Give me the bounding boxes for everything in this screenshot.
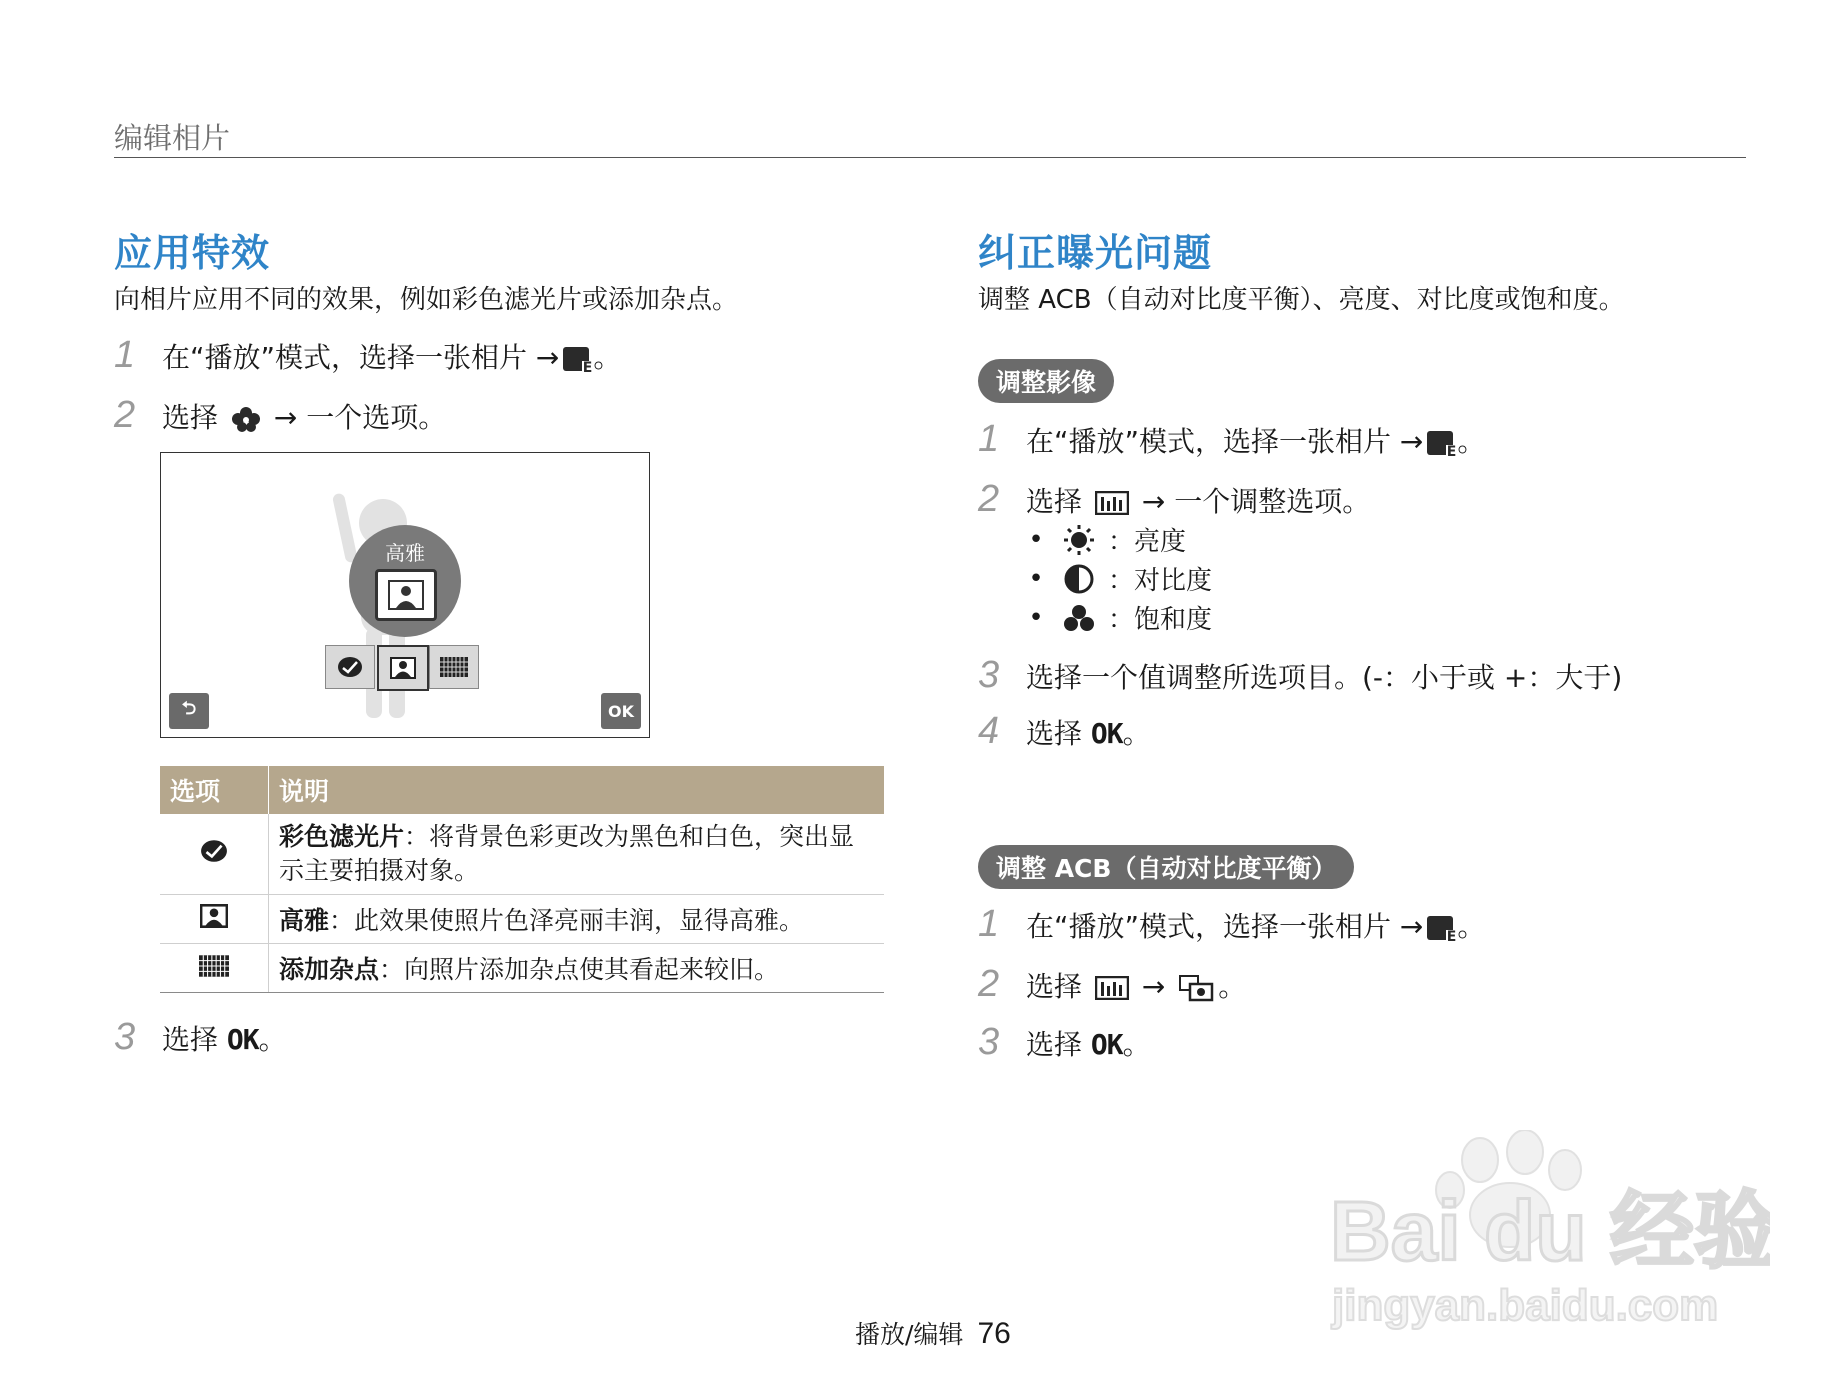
saturation-icon: [1062, 602, 1096, 634]
noise-grid-icon: [440, 657, 468, 677]
page-footer: [855, 1315, 1011, 1351]
baidu-watermark: [1320, 1130, 1770, 1330]
options-table: [160, 766, 884, 993]
step-end: 。: [258, 1022, 287, 1056]
subsection-pill-acb: 调整 ACB（自动对比度平衡）: [978, 845, 1354, 889]
list-item-text: ：对比度: [1108, 566, 1213, 596]
step-number: 1: [978, 903, 1000, 945]
effects-step-2: [114, 394, 446, 437]
color-filter-icon: [200, 839, 228, 863]
step-number: 3: [978, 1021, 1000, 1063]
classic-portrait-icon: [375, 569, 437, 621]
table-row: [160, 944, 884, 993]
header-rule: [114, 157, 1746, 158]
option-term: 彩色滤光片: [279, 822, 405, 851]
dial-label: 高雅: [385, 541, 425, 565]
table-row: [160, 895, 884, 944]
list-item: • ：对比度: [1022, 559, 1212, 598]
step-end: 。: [1218, 969, 1247, 1003]
exposure-intro: 调整 ACB（自动对比度平衡）、亮度、对比度或饱和度。: [978, 285, 1625, 315]
step-text: 在“播放”模式，选择一张相片 →: [162, 340, 560, 374]
effects-step-1: [114, 334, 621, 377]
step-number: 1: [114, 334, 136, 376]
list-item: • ：亮度: [1022, 520, 1212, 559]
ok-button[interactable]: OK: [601, 693, 641, 729]
option-desc: ：将背景色彩更改为黑色和白色，突出显示主要拍摄对象。: [279, 822, 855, 885]
step-text: 选择: [162, 400, 219, 434]
step-end: 。: [1457, 424, 1486, 458]
footer-section: 播放/编辑: [855, 1320, 964, 1349]
adjust-step-4: [978, 710, 1151, 753]
step-text: 在“播放”模式，选择一张相片 →: [1026, 424, 1424, 458]
step-end: 。: [1457, 909, 1486, 943]
effect-selector-dial[interactable]: [349, 525, 461, 637]
edit-icon: [1427, 431, 1453, 455]
list-item: • ：饱和度: [1022, 598, 1212, 637]
step-number: 3: [114, 1016, 136, 1058]
edit-icon: [563, 347, 589, 371]
effects-step-3: [114, 1016, 287, 1059]
running-header: 编辑相片: [114, 121, 231, 155]
color-filter-icon: [337, 656, 363, 678]
step-number: 3: [978, 654, 1000, 696]
adjust-step-3: [978, 654, 1622, 697]
acb-icon: [1178, 974, 1214, 1002]
step-end: 。: [593, 340, 622, 374]
step-text: 选择: [162, 1022, 219, 1056]
thumb-classic[interactable]: [377, 645, 429, 691]
step-text: 选择: [1026, 484, 1083, 518]
step-number: 2: [978, 963, 1000, 1005]
watermark-brand: Bai du 经验: [1330, 1184, 1770, 1278]
noise-grid-icon: [199, 955, 229, 977]
table-header-description: 说明: [269, 766, 885, 814]
acb-step-3: [978, 1021, 1151, 1064]
section-title-effects: 应用特效: [114, 231, 271, 275]
table-header-option: 选项: [160, 766, 269, 814]
page-number: 76: [977, 1317, 1011, 1350]
edit-icon: [1427, 916, 1453, 940]
adjust-step-1: [978, 418, 1485, 461]
step-text-post: → 一个选项。: [273, 400, 447, 434]
step-number: 2: [978, 478, 1000, 520]
step-end: 。: [1122, 716, 1151, 750]
ok-label: OK: [1090, 1027, 1123, 1061]
step-text: 选择一个值调整所选项目。(-：小于或 +：大于): [1026, 660, 1623, 694]
table-row: [160, 814, 884, 895]
adjust-options-list: [1022, 520, 1212, 637]
option-desc: ：此效果使照片色泽亮丽丰润，显得高雅。: [329, 906, 805, 935]
classic-portrait-icon: [390, 657, 416, 679]
thumb-noise[interactable]: [429, 645, 479, 689]
acb-step-2: [978, 963, 1246, 1006]
step-number: 2: [114, 394, 136, 436]
step-text: 选择: [1026, 1027, 1083, 1061]
camera-screen-preview: [160, 452, 650, 738]
adjust-step-2: [978, 478, 1370, 521]
step-text: 选择: [1026, 969, 1083, 1003]
option-term: 添加杂点: [279, 955, 380, 984]
ok-label: OK: [226, 1022, 259, 1056]
list-item-text: ：亮度: [1108, 527, 1187, 557]
step-text: 选择: [1026, 716, 1083, 750]
step-text-post: → 一个调整选项。: [1141, 484, 1371, 518]
ok-label: OK: [1090, 716, 1123, 750]
effect-flower-icon: [231, 405, 261, 433]
step-text: 在“播放”模式，选择一张相片 →: [1026, 909, 1424, 943]
classic-portrait-icon: [200, 904, 228, 928]
thumb-color-filter[interactable]: [325, 645, 375, 689]
baidu-paw-icon: [1320, 1130, 1770, 1330]
subsection-pill-adjust-image: 调整影像: [978, 359, 1114, 403]
back-icon: ⮌: [181, 698, 197, 719]
option-desc: ：向照片添加杂点使其看起来较旧。: [379, 955, 780, 984]
arrow: →: [1141, 969, 1166, 1003]
step-end: 。: [1122, 1027, 1151, 1061]
watermark-url: jingyan.baidu.com: [1332, 1281, 1719, 1330]
brightness-icon: [1062, 524, 1096, 556]
adjust-image-icon: [1095, 491, 1129, 515]
step-number: 4: [978, 710, 1000, 752]
contrast-icon: [1062, 563, 1096, 595]
back-button[interactable]: [169, 693, 209, 729]
adjust-image-icon: [1095, 976, 1129, 1000]
acb-step-1: [978, 903, 1485, 946]
list-item-text: ：饱和度: [1108, 605, 1213, 635]
option-term: 高雅: [279, 906, 330, 935]
section-title-exposure: 纠正曝光问题: [978, 231, 1213, 275]
effects-intro: 向相片应用不同的效果，例如彩色滤光片或添加杂点。: [114, 285, 739, 315]
step-number: 1: [978, 418, 1000, 460]
